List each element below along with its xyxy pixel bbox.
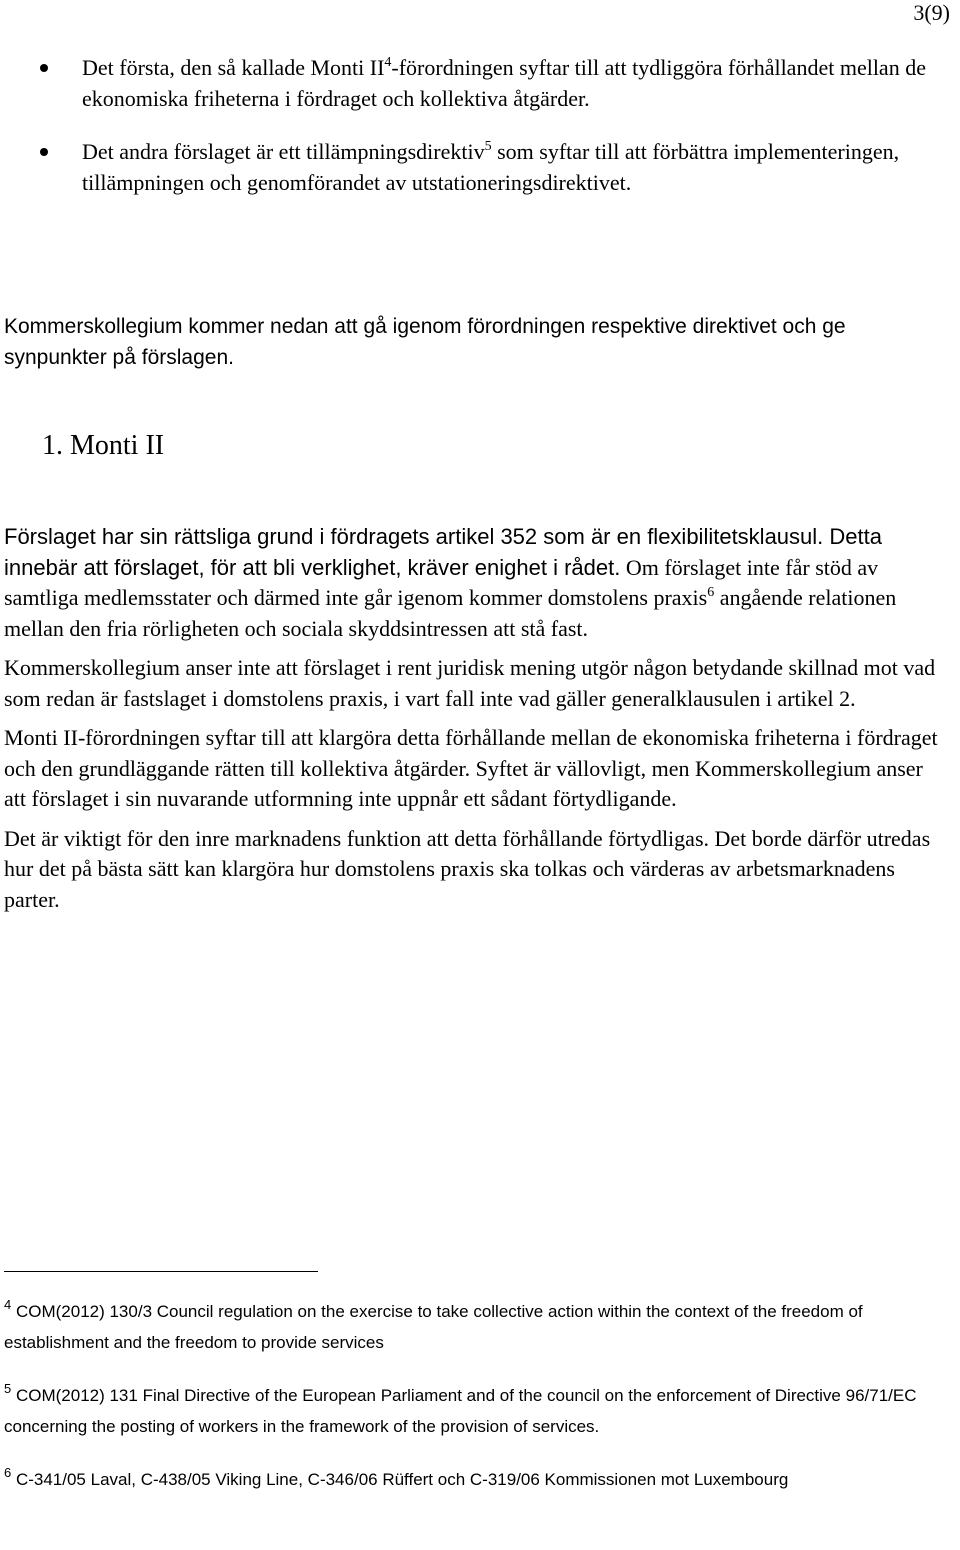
footnote-number: 5 (4, 1381, 12, 1396)
body-paragraph: Kommerskollegium anser inte att förslaget i rent juridisk mening utgör någon betydande skillnad mot vad som redan är fastslaget i domstolens praxis, i vart fall inte vad gäller generalklausulen i artikel 2. (4, 655, 936, 711)
body-paragraph (4, 522, 944, 644)
bullet-text: Det andra förslaget är ett tillämpningsdirektiv (82, 139, 485, 164)
footnote (4, 1296, 934, 1358)
body-paragraph: Monti II-förordningen syftar till att klargöra detta förhållande mellan de ekonomiska friheterna i fördraget och den grundläggande rätten till kollektiva åtgärder. Syftet är vällovligt, men Kommerskollegium anser att förslaget i sin nuvarande utformning inte uppnår ett sådant förtydligande. (4, 725, 938, 811)
bullet-item (0, 136, 960, 198)
body-paragraph: Det är viktigt för den inre marknadens funktion att detta förhållande förtydligas. Det borde därför utredas hur det på bästa sätt kan klargöra hur domstolens praxis ska tolkas och värderas av arbetsmarknadens parter. (4, 825, 931, 912)
body-text-segment: Om förslaget inte får stöd av samtliga medlemsstater och därmed inte går igenom kommer domstolens praxis (4, 554, 879, 610)
bullet-dot-icon (40, 148, 48, 156)
footnote-reference: 4 (384, 55, 392, 70)
intro-paragraph: Kommerskollegium kommer nedan att gå igenom förordningen respektive direktivet och ge synpunkter på förslagen. (4, 315, 846, 369)
bullet-item (0, 52, 960, 114)
section-body (4, 522, 944, 924)
bullet-dot-icon (40, 64, 48, 72)
footnote-number: 6 (4, 1465, 12, 1480)
footnote-separator (4, 1271, 318, 1272)
body-text-segment: angående relationen mellan den fria rörligheten och sociala skyddsintressen att stå fast. (4, 585, 897, 641)
body-text-segment: Detta innebär att förslaget, för att bli verklighet, kräver enighet i rådet. (4, 524, 882, 580)
footnote-reference: 5 (484, 139, 492, 154)
footnote-number: 4 (4, 1297, 12, 1312)
bullet-text: som syftar till att förbättra implementeringen, tillämpningen och genomförandet av utstationeringsdirektivet. (82, 139, 900, 195)
body-text-segment: Förslaget har sin rättsliga grund i fördragets artikel 352 som är en flexibilitetsklausul. (4, 524, 824, 549)
bullet-text: -förordningen syftar till att tydliggöra förhållandet mellan de ekonomiska friheterna i fördraget och kollektiva åtgärder. (82, 55, 926, 111)
footnote (4, 1464, 934, 1495)
footnote-text: COM(2012) 130/3 Council regulation on the exercise to take collective action within the context of the freedom of establishment and the freedom to provide services (4, 1302, 863, 1352)
footnote-reference: 6 (707, 585, 715, 600)
footnote-text: COM(2012) 131 Final Directive of the European Parliament and of the council on the enforcement of Directive 96/71/EC concerning the posting of workers in the framework of the provision of services. (4, 1386, 917, 1436)
footnote (4, 1380, 934, 1442)
bullet-text: Det första, den så kallade Monti II (82, 55, 385, 80)
page-number: 3(9) (913, 0, 950, 25)
bullet-list (0, 52, 960, 220)
footnotes (4, 1296, 934, 1495)
section-heading: 1. Monti II (42, 430, 165, 461)
footnote-text: C-341/05 Laval, C-438/05 Viking Line, C-346/06 Rüffert och C-319/06 Kommissionen mot Luxembourg (11, 1470, 789, 1489)
